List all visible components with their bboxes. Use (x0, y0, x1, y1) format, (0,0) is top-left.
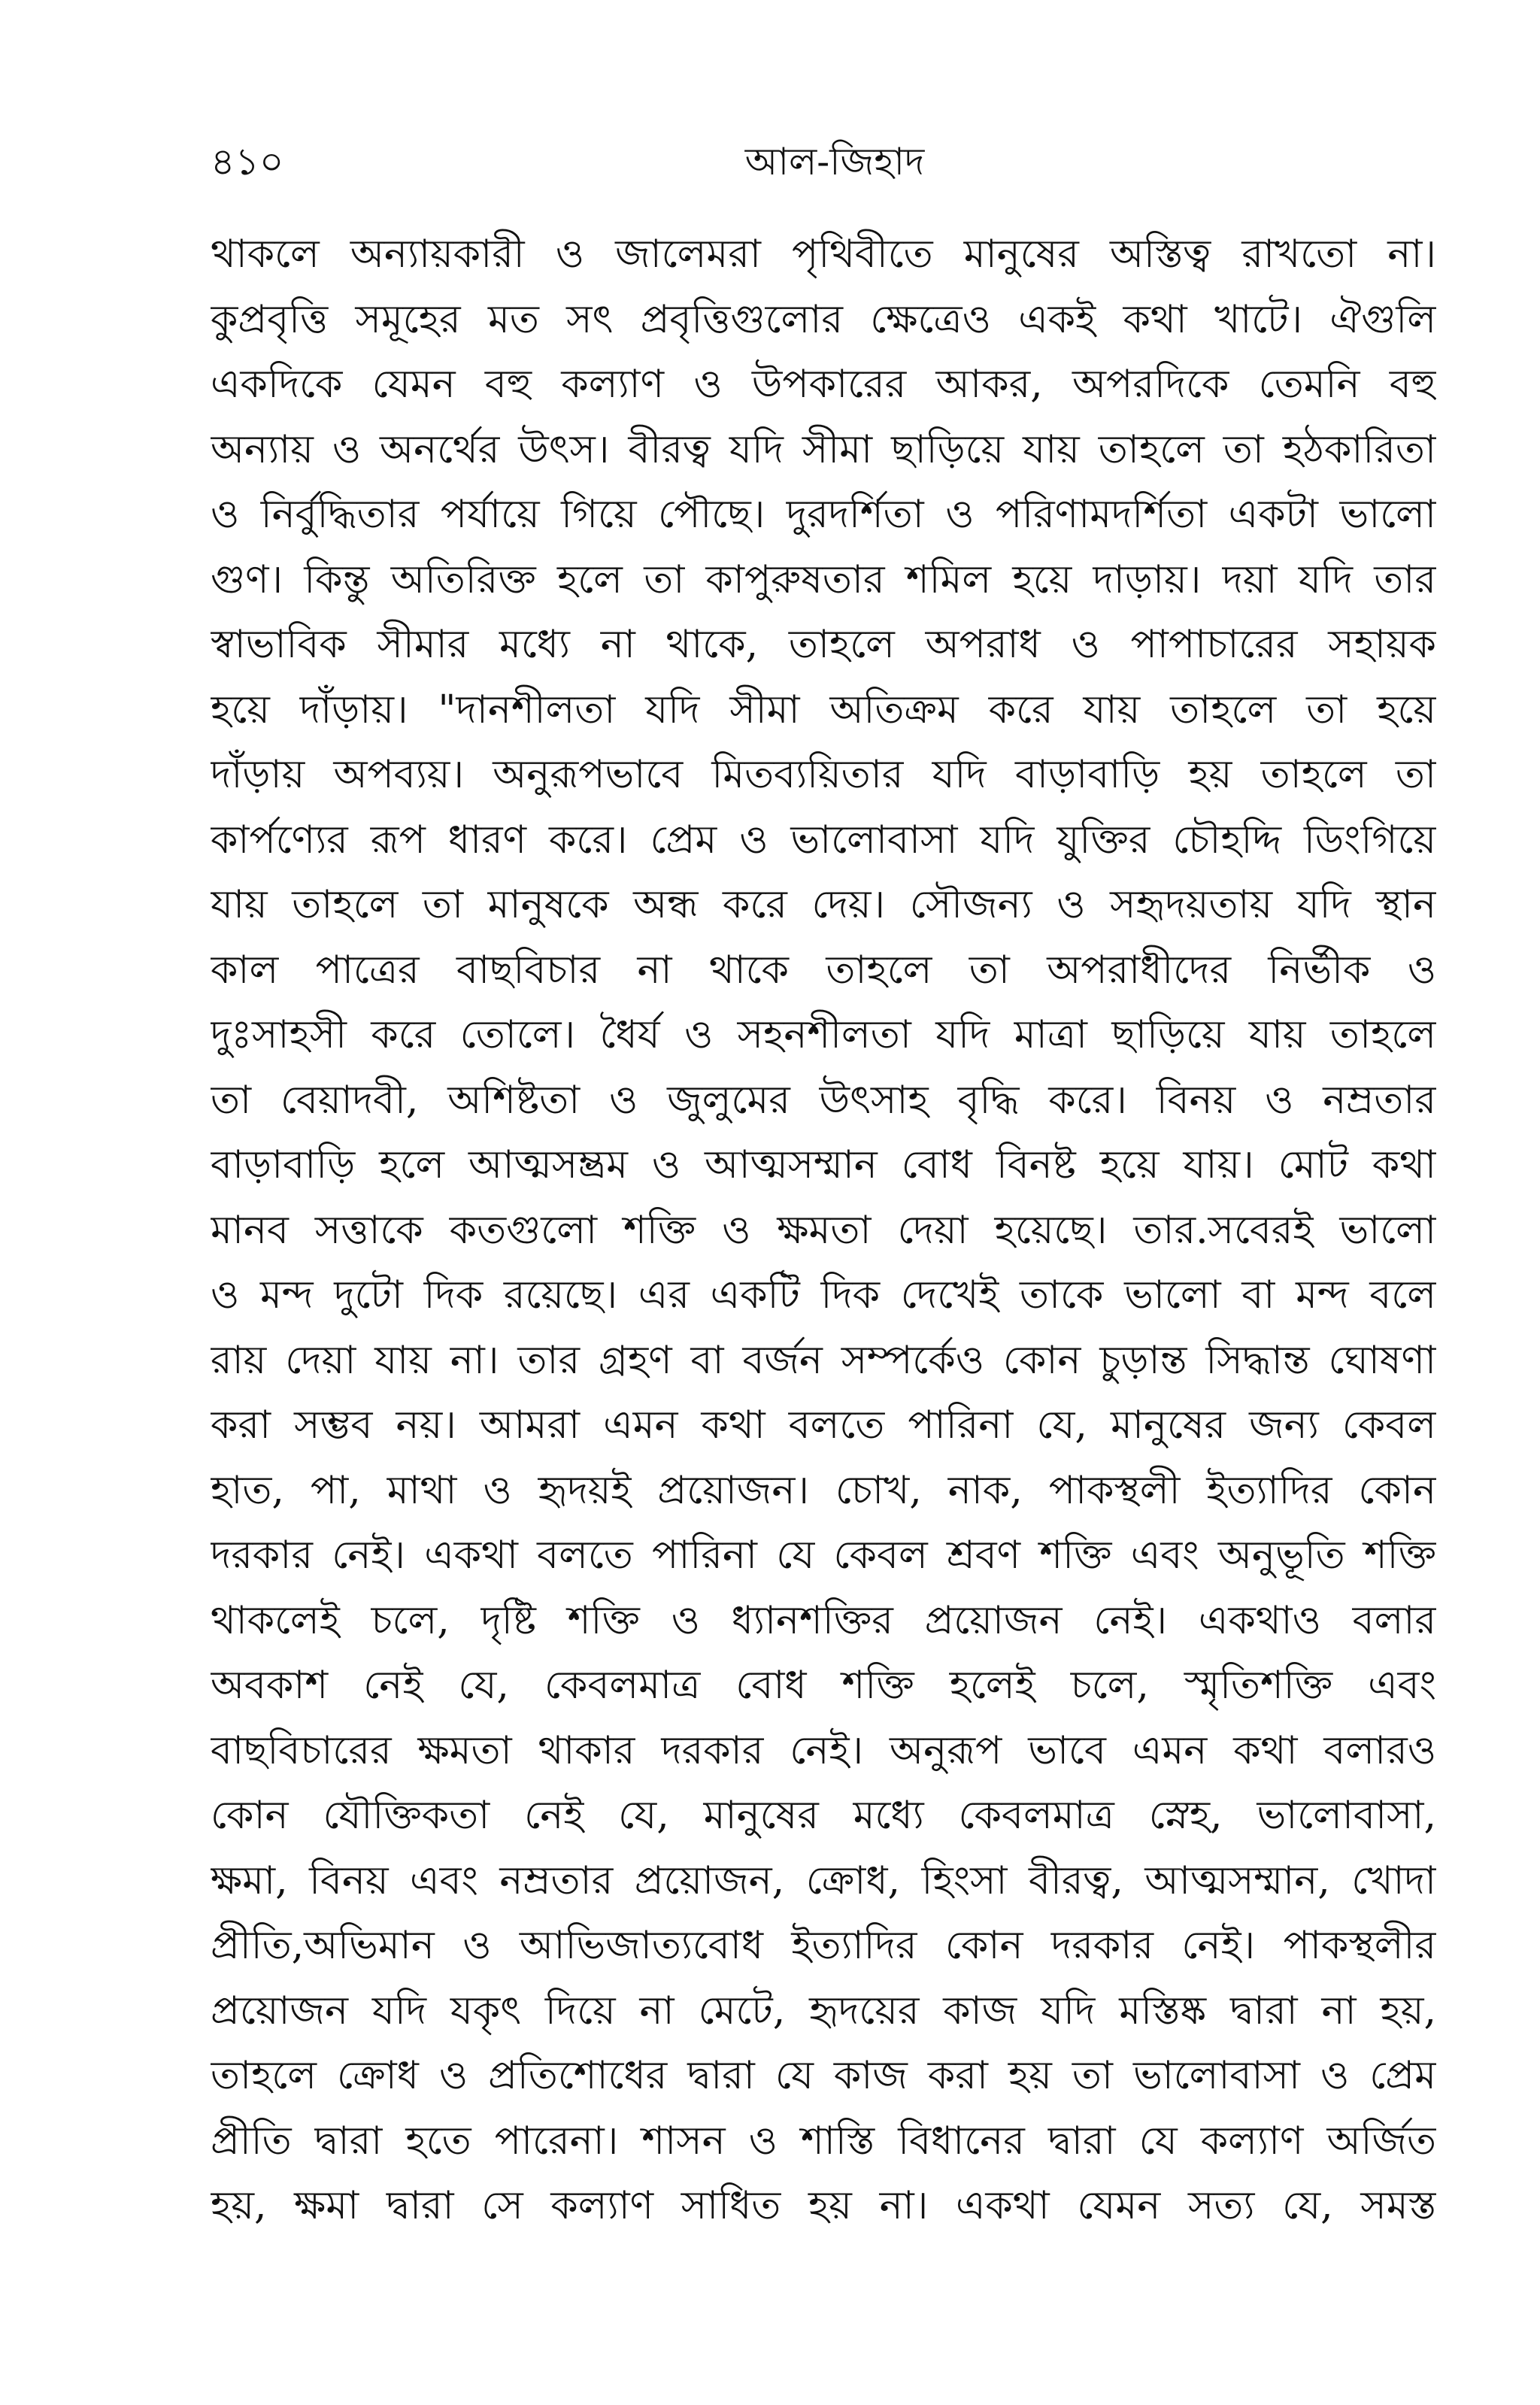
text-line: তাহলে ক্রোধ ও প্রতিশোধের দ্বারা যে কাজ করা হয় তা ভালোবাসা ও প্রেম (211, 2053, 1436, 2098)
text-line: স্বাভাবিক সীমার মধ্যে না থাকে, তাহলে অপরাধ ও পাপাচারের সহায়ক (211, 622, 1436, 667)
text-line: তা বেয়াদবী, অশিষ্টতা ও জুলুমের উৎসাহ বৃদ্ধি করে। বিনয় ও নম্রতার (211, 1077, 1436, 1123)
text-line: যায় তাহলে তা মানুষকে অন্ধ করে দেয়। সৌজন্য ও সহৃদয়তায় যদি স্থান (211, 882, 1436, 927)
text-line: প্রীতি,অভিমান ও আভিজাত্যবোধ ইত্যাদির কোন দরকার নেই। পাকস্থলীর (211, 1923, 1436, 1968)
page-number: ৪১০ (211, 140, 284, 183)
text-line: করা সম্ভব নয়। আমরা এমন কথা বলতে পারিনা যে, মানুষের জন্য কেবল (211, 1403, 1436, 1448)
text-line: হাত, পা, মাথা ও হৃদয়ই প্রয়োজন। চোখ, নাক, পাকস্থলী ইত্যাদির কোন (211, 1467, 1436, 1513)
text-line: বাড়াবাড়ি হলে আত্মসম্ভ্রম ও আত্মসম্মান বোধ বিনষ্ট হয়ে যায়। মোট কথা (211, 1142, 1436, 1187)
text-line: কুপ্রবৃত্তি সমূহের মত সৎ প্রবৃত্তিগুলোর ক্ষেত্রেও একই কথা খাটে। ঐগুলি (211, 296, 1436, 342)
text-line: মানব সত্তাকে কতগুলো শক্তি ও ক্ষমতা দেয়া হয়েছে। তার.সবেরই ভালো (211, 1207, 1436, 1253)
text-line: হয়, ক্ষমা দ্বারা সে কল্যাণ সাধিত হয় না। একথা যেমন সত্য যে, সমস্ত (211, 2183, 1436, 2228)
text-line: কার্পণ্যের রূপ ধারণ করে। প্রেম ও ভালোবাসা যদি যুক্তির চৌহদ্দি ডিংগিয়ে (211, 817, 1436, 863)
text-line: দাঁড়ায় অপব্যয়। অনুরূপভাবে মিতব্যয়িতার যদি বাড়াবাড়ি হয় তাহলে তা (211, 752, 1436, 797)
text-line: দরকার নেই। একথা বলতে পারিনা যে কেবল শ্রবণ শক্তি এবং অনুভূতি শক্তি (211, 1533, 1436, 1578)
text-line: রায় দেয়া যায় না। তার গ্রহণ বা বর্জন সম্পর্কেও কোন চুড়ান্ত সিদ্ধান্ত ঘোষণা (211, 1337, 1436, 1383)
text-line: অবকাশ নেই যে, কেবলমাত্র বোধ শক্তি হলেই চলে, স্মৃতিশক্তি এবং (211, 1663, 1436, 1708)
text-line: অন্যায় ও অনর্থের উৎস। বীরত্ব যদি সীমা ছাড়িয়ে যায় তাহলে তা হঠকারিতা (211, 426, 1436, 472)
text-line: হয়ে দাঁড়ায়। "দানশীলতা যদি সীমা অতিক্রম করে যায় তাহলে তা হয়ে (211, 687, 1436, 732)
page-header (211, 128, 1436, 196)
text-line: বাছবিচারের ক্ষমতা থাকার দরকার নেই। অনুরূপ ভাবে এমন কথা বলারও (211, 1727, 1436, 1773)
text-line: কোন যৌক্তিকতা নেই যে, মানুষের মধ্যে কেবলমাত্র স্নেহ, ভালোবাসা, (211, 1793, 1436, 1838)
text-line: দুঃসাহসী করে তোলে। ধৈর্য ও সহনশীলতা যদি মাত্রা ছাড়িয়ে যায় তাহলে (211, 1012, 1436, 1057)
text-line: প্রীতি দ্বারা হতে পারেনা। শাসন ও শাস্তি বিধানের দ্বারা যে কল্যাণ অর্জিত (211, 2118, 1436, 2164)
text-line: ও মন্দ দুটো দিক রয়েছে। এর একটি দিক দেখেই তাকে ভালো বা মন্দ বলে (211, 1272, 1436, 1318)
text-line: ক্ষমা, বিনয় এবং নম্রতার প্রয়োজন, ক্রোধ, হিংসা বীরত্ব, আত্মসম্মান, খোদা (211, 1858, 1436, 1903)
text-line: গুণ। কিন্তু অতিরিক্ত হলে তা কাপুরুষতার শমিল হয়ে দাড়ায়। দয়া যদি তার (211, 557, 1436, 602)
text-line: থাকলে অন্যায়কারী ও জালেমরা পৃথিবীতে মানুষের অস্তিত্ব রাখতো না। (211, 232, 1436, 277)
text-line: প্রয়োজন যদি যকৃৎ দিয়ে না মেটে, হৃদয়ের কাজ যদি মস্তিষ্ক দ্বারা না হয়, (211, 1988, 1436, 2033)
running-title: আল-জিহাদ (744, 140, 925, 183)
body-text (211, 222, 1436, 2239)
text-line: থাকলেই চলে, দৃষ্টি শক্তি ও ধ্যানশক্তির প্রয়োজন নেই। একথাও বলার (211, 1597, 1436, 1643)
text-line: কাল পাত্রের বাছবিচার না থাকে তাহলে তা অপরাধীদের নির্ভীক ও (211, 947, 1436, 993)
text-line: ও নির্বুদ্ধিতার পর্যায়ে গিয়ে পৌছে। দুরদর্শিতা ও পরিণামদর্শিতা একটা ভালো (211, 492, 1436, 537)
text-line: একদিকে যেমন বহু কল্যাণ ও উপকারের আকর, অপরদিকে তেমনি বহু (211, 362, 1436, 407)
